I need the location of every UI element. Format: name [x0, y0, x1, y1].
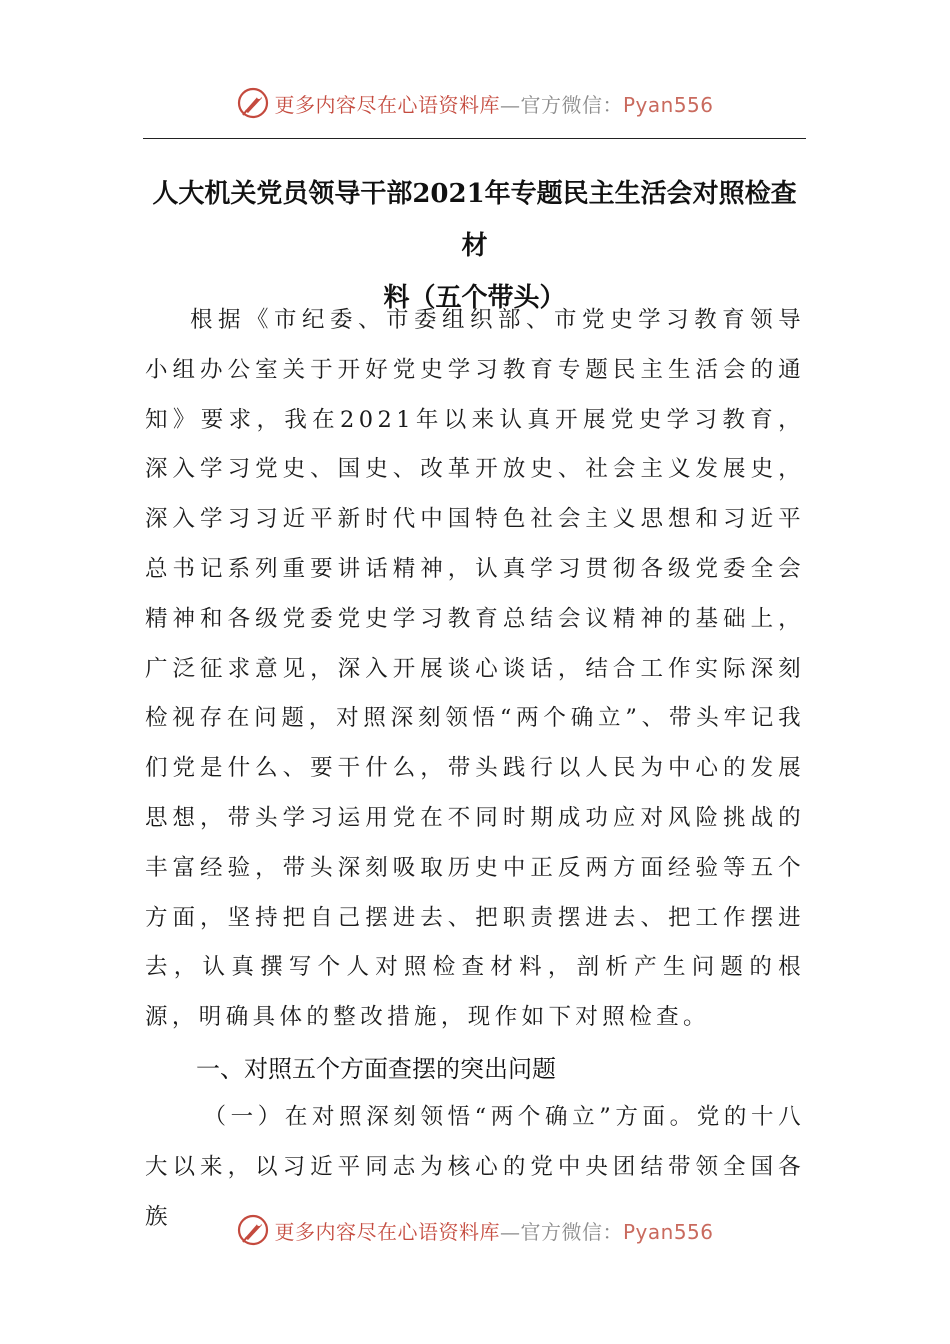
watermark-text — [274, 89, 713, 118]
watermark-wechat-label: 官方微信： — [520, 1219, 623, 1244]
watermark-slogan: 更多内容尽在心语资料库 — [274, 92, 500, 117]
watermark-text — [274, 1216, 713, 1245]
title-line-1: 人大机关党员领导干部2021年专题民主生活会对照检查材 — [152, 179, 797, 261]
sub-paragraph: （一）在对照深刻领悟“两个确立”方面。党的十八大以来，以习近平同志为核心的党中央团结带领全国各族 — [145, 1104, 805, 1230]
section-heading: 一、对照五个方面查摆的突出问题 — [196, 1055, 556, 1083]
watermark-dash: — — [499, 92, 521, 117]
watermark-slogan: 更多内容尽在心语资料库 — [274, 1219, 500, 1244]
watermark-banner-top — [0, 83, 950, 123]
header-rule — [143, 138, 806, 139]
quill-logo-icon — [236, 1213, 270, 1247]
title-line-2: 料（五个带头） — [383, 283, 566, 313]
intro-paragraph: 根据《市纪委、市委组织部、市党史学习教育领导小组办公室关于开好党史学习教育专题民主生活会的通知》要求，我在2021年以来认真开展党史学习教育，深入学习党史、国史、改革开放史、社会主义发展史，深入学习习近平新时代中国特色社会主义思想和习近平总书记系列重要讲话精神，认真学习贯彻各级党委全会精神和各级党委党史学习教育总结会议精神的基础上，广泛征求意见，深入开展谈心谈话，结合工作实际深刻检视存在问题，对照深刻领悟“两个确立”、带头牢记我们党是什么、要干什么，带头践行以人民为中心的发展思想，带头学习运用党在不同时期成功应对风险挑战的丰富经验，带头深刻吸取历史中正反两方面经验等五个方面，坚持把自己摆进去、把职责摆进去、把工作摆进去，认真撰写个人对照检查材料，剖析产生问题的根源，明确具体的整改措施，现作如下对照检查。 — [145, 307, 805, 1031]
watermark-account: Pyan556 — [622, 1219, 714, 1244]
watermark-wechat-label: 官方微信： — [520, 92, 623, 117]
watermark-banner-bottom — [0, 1210, 950, 1250]
watermark-dash: — — [499, 1219, 521, 1244]
quill-logo-icon — [236, 86, 270, 120]
watermark-account: Pyan556 — [622, 92, 714, 117]
